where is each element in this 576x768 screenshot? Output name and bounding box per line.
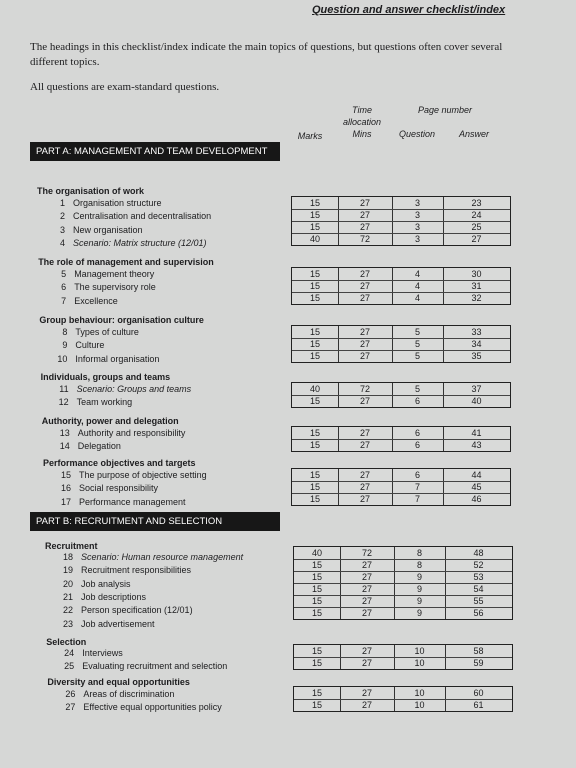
item-number: 8	[62, 327, 68, 337]
cell-mins: 27	[359, 470, 370, 480]
cell-answer: 56	[473, 608, 484, 618]
list-item	[53, 702, 221, 712]
part-banner: PART B: RECRUITMENT AND SELECTION	[30, 512, 280, 531]
cell-answer: 45	[471, 482, 482, 492]
list-item	[45, 327, 139, 337]
item-label: Interviews	[82, 648, 123, 658]
item-number: 13	[59, 428, 70, 438]
part-banner: PART A: MANAGEMENT AND TEAM DEVELOPMENT	[30, 142, 280, 161]
cell-mins: 27	[359, 293, 370, 303]
cell-marks: 15	[309, 222, 320, 232]
cell-answer: 46	[471, 494, 482, 504]
item-label: Authority and responsibility	[77, 428, 186, 438]
list-item	[51, 605, 193, 615]
item-label: Centralisation and decentralisation	[73, 211, 212, 222]
cell-question: 8	[416, 560, 422, 570]
cell-mins: 27	[359, 482, 370, 492]
cell-question: 3	[414, 222, 420, 232]
cell-answer: 34	[471, 339, 482, 349]
cell-question: 5	[414, 339, 420, 349]
cell-answer: 23	[471, 198, 482, 208]
group-table	[291, 382, 511, 408]
item-number: 10	[57, 353, 68, 364]
list-item	[47, 384, 192, 394]
list-item	[43, 225, 143, 235]
cell-question: 7	[414, 494, 420, 504]
list-item	[49, 470, 207, 480]
group-table	[291, 426, 511, 452]
list-item	[52, 648, 123, 658]
item-number: 6	[61, 282, 67, 293]
cell-marks: 15	[311, 658, 322, 668]
cell-answer: 41	[471, 428, 482, 438]
cell-marks: 40	[311, 548, 322, 558]
cell-mins: 27	[359, 269, 370, 279]
item-number: 19	[62, 565, 73, 576]
item-number: 17	[60, 496, 71, 507]
item-label: Scenario: Human resource management	[81, 552, 244, 562]
item-label: Scenario: Groups and teams	[76, 384, 192, 394]
cell-answer: 60	[473, 688, 484, 698]
item-label: Performance management	[79, 496, 186, 507]
group-table	[291, 325, 511, 363]
item-number: 9	[62, 340, 68, 351]
list-item	[49, 483, 158, 493]
cell-mins: 27	[359, 210, 370, 220]
cell-marks: 15	[309, 351, 320, 361]
item-number: 27	[65, 702, 76, 713]
item-number: 25	[64, 661, 75, 672]
item-label: Job analysis	[81, 578, 131, 589]
cell-marks: 40	[309, 234, 320, 244]
cell-answer: 40	[471, 396, 482, 406]
cell-mins: 27	[359, 440, 370, 450]
item-label: Types of culture	[75, 327, 139, 337]
cell-marks: 15	[311, 596, 322, 606]
item-label: Excellence	[74, 295, 118, 306]
cell-question: 9	[416, 608, 422, 618]
table-row	[294, 699, 512, 711]
group-title: The role of management and supervision	[38, 257, 214, 267]
cell-marks: 15	[309, 198, 320, 208]
cell-question: 6	[414, 440, 420, 450]
column-header-time	[336, 104, 388, 140]
cell-mins: 27	[361, 658, 372, 668]
group-title: Authority, power and delegation	[41, 416, 179, 426]
cell-mins: 27	[359, 494, 370, 504]
cell-answer: 52	[473, 560, 484, 570]
cell-answer: 53	[473, 572, 484, 582]
cell-mins: 27	[361, 646, 372, 656]
cell-answer: 31	[471, 281, 482, 291]
cell-marks: 15	[311, 646, 322, 656]
list-item	[43, 198, 162, 208]
cell-marks: 15	[309, 494, 320, 504]
cell-marks: 15	[311, 608, 322, 618]
cell-answer: 54	[473, 584, 484, 594]
cell-mins: 27	[361, 584, 372, 594]
group-table	[291, 267, 511, 305]
item-number: 12	[58, 397, 69, 408]
cell-mins: 27	[359, 222, 370, 232]
item-label: Effective equal opportunities policy	[83, 702, 222, 713]
cell-question: 9	[416, 584, 422, 594]
intro-paragraph-1: The headings in this checklist/index indicate the main topics of questions, but questions often cover several different topics.	[30, 41, 503, 68]
cell-answer: 24	[471, 210, 482, 220]
list-item	[47, 397, 133, 407]
cell-marks: 15	[309, 470, 320, 480]
intro-text	[30, 40, 510, 105]
cell-marks: 15	[309, 327, 320, 337]
group-table	[293, 686, 513, 712]
list-item	[45, 354, 159, 364]
group-title: Group behaviour: organisation culture	[39, 315, 204, 325]
cell-question: 6	[414, 428, 420, 438]
item-label: The supervisory role	[74, 282, 156, 293]
item-label: Person specification (12/01)	[81, 605, 193, 616]
column-header-time-line2: allocation	[342, 117, 382, 127]
item-label: The purpose of objective setting	[79, 470, 207, 480]
item-label: New organisation	[73, 224, 143, 235]
cell-question: 4	[414, 269, 420, 279]
group-title: Diversity and equal opportunities	[47, 677, 190, 687]
table-row	[292, 350, 510, 362]
cell-answer: 37	[471, 384, 482, 394]
cell-marks: 15	[311, 560, 322, 570]
table-row	[292, 233, 510, 245]
cell-mins: 27	[359, 351, 370, 361]
cell-mins: 27	[359, 428, 370, 438]
list-item	[43, 211, 211, 221]
item-label: Recruitment responsibilities	[81, 565, 192, 576]
cell-mins: 27	[359, 198, 370, 208]
item-number: 1	[59, 198, 65, 208]
cell-answer: 61	[473, 700, 484, 710]
cell-question: 9	[416, 572, 422, 582]
cell-marks: 15	[309, 281, 320, 291]
cell-marks: 40	[309, 384, 320, 394]
item-number: 23	[62, 618, 73, 629]
cell-mins: 27	[359, 281, 370, 291]
item-label: Team working	[76, 397, 133, 408]
cell-question: 5	[414, 327, 420, 337]
cell-answer: 55	[473, 596, 484, 606]
item-label: Social responsibility	[79, 483, 159, 494]
cell-mins: 27	[361, 572, 372, 582]
list-item	[51, 579, 131, 589]
item-number: 20	[62, 578, 73, 589]
cell-answer: 27	[471, 234, 482, 244]
column-header-marks: Marks	[297, 131, 323, 141]
cell-marks: 15	[309, 210, 320, 220]
cell-answer: 33	[471, 327, 482, 337]
cell-marks: 15	[309, 339, 320, 349]
table-row	[292, 395, 510, 407]
cell-marks: 15	[311, 584, 322, 594]
item-label: Areas of discrimination	[83, 689, 175, 699]
cell-question: 5	[414, 351, 420, 361]
cell-question: 10	[414, 646, 425, 656]
intro-paragraph-2: All questions are exam-standard questions.	[30, 81, 220, 93]
cell-mins: 27	[361, 608, 372, 618]
cell-mins: 27	[361, 688, 372, 698]
table-row	[294, 607, 512, 619]
cell-question: 6	[414, 470, 420, 480]
list-item	[48, 441, 121, 451]
item-label: Evaluating recruitment and selection	[82, 661, 228, 672]
cell-question: 8	[416, 548, 422, 558]
cell-marks: 15	[311, 688, 322, 698]
item-number: 14	[59, 441, 70, 452]
cell-answer: 32	[471, 293, 482, 303]
item-number: 7	[61, 295, 67, 306]
item-number: 3	[59, 224, 65, 235]
cell-answer: 44	[471, 470, 482, 480]
group-title: Performance objectives and targets	[43, 458, 196, 468]
list-item	[52, 661, 227, 671]
cell-marks: 15	[309, 396, 320, 406]
cell-marks: 15	[309, 428, 320, 438]
column-header-page-number: Page number	[417, 105, 473, 115]
cell-question: 4	[414, 281, 420, 291]
list-item	[49, 497, 186, 507]
table-row	[292, 439, 510, 451]
cell-answer: 35	[471, 351, 482, 361]
group-title: Selection	[46, 637, 87, 647]
item-number: 18	[62, 552, 73, 562]
page-header-title: Question and answer checklist/index	[312, 4, 506, 16]
cell-answer: 25	[471, 222, 482, 232]
cell-mins: 27	[361, 700, 372, 710]
cell-mins: 72	[361, 548, 372, 558]
cell-question: 3	[414, 198, 420, 208]
item-label: Scenario: Matrix structure (12/01)	[73, 237, 207, 248]
item-number: 4	[59, 237, 65, 248]
cell-answer: 58	[473, 646, 484, 656]
cell-question: 5	[414, 384, 420, 394]
list-item	[51, 592, 146, 602]
list-item	[45, 340, 104, 350]
group-title: Individuals, groups and teams	[40, 372, 171, 382]
cell-marks: 15	[309, 293, 320, 303]
list-item	[43, 238, 207, 248]
cell-question: 9	[416, 596, 422, 606]
table-row	[292, 493, 510, 505]
item-label: Management theory	[74, 269, 155, 279]
cell-mins: 27	[361, 560, 372, 570]
item-number: 26	[65, 689, 76, 699]
cell-answer: 59	[473, 658, 484, 668]
item-number: 21	[62, 591, 73, 602]
table-row	[294, 657, 512, 669]
cell-marks: 15	[309, 269, 320, 279]
item-number: 5	[61, 269, 67, 279]
cell-question: 6	[414, 396, 420, 406]
cell-question: 10	[414, 700, 425, 710]
cell-marks: 15	[311, 572, 322, 582]
list-item	[51, 552, 243, 562]
cell-mins: 72	[359, 384, 370, 394]
list-item	[44, 282, 156, 292]
item-number: 22	[62, 605, 73, 616]
cell-marks: 15	[311, 700, 322, 710]
cell-question: 10	[414, 658, 425, 668]
list-item	[44, 269, 154, 279]
item-label: Culture	[75, 340, 105, 351]
cell-mins: 27	[359, 327, 370, 337]
column-header-time-line3: Mins	[352, 129, 372, 139]
cell-question: 3	[414, 234, 420, 244]
cell-question: 7	[414, 482, 420, 492]
group-table	[291, 468, 511, 506]
group-title: The organisation of work	[37, 186, 145, 196]
column-header-answer: Answer	[458, 129, 489, 139]
list-item	[48, 428, 186, 438]
list-item	[53, 689, 174, 699]
item-label: Delegation	[77, 441, 121, 452]
item-label: Organisation structure	[73, 198, 162, 208]
group-table	[291, 196, 511, 246]
cell-answer: 30	[471, 269, 482, 279]
cell-answer: 48	[473, 548, 484, 558]
group-table	[293, 546, 513, 620]
cell-question: 10	[414, 688, 425, 698]
item-number: 16	[60, 483, 71, 494]
group-title: Recruitment	[45, 541, 98, 551]
cell-question: 4	[414, 293, 420, 303]
list-item	[51, 565, 191, 575]
item-number: 24	[64, 648, 75, 658]
item-number: 2	[59, 211, 65, 222]
cell-mins: 27	[359, 339, 370, 349]
cell-mins: 27	[361, 596, 372, 606]
list-item	[51, 619, 155, 629]
item-number: 15	[60, 470, 71, 480]
cell-mins: 72	[359, 234, 370, 244]
item-label: Job descriptions	[81, 591, 147, 602]
item-label: Job advertisement	[81, 618, 155, 629]
cell-marks: 15	[309, 482, 320, 492]
table-row	[292, 292, 510, 304]
cell-mins: 27	[359, 396, 370, 406]
list-item	[44, 296, 118, 306]
cell-question: 3	[414, 210, 420, 220]
cell-answer: 43	[471, 440, 482, 450]
cell-marks: 15	[309, 440, 320, 450]
group-table	[293, 644, 513, 670]
column-header-time-line1: Time	[352, 105, 372, 115]
item-label: Informal organisation	[75, 353, 160, 364]
column-header-question: Question	[398, 129, 436, 139]
item-number: 11	[59, 384, 69, 394]
